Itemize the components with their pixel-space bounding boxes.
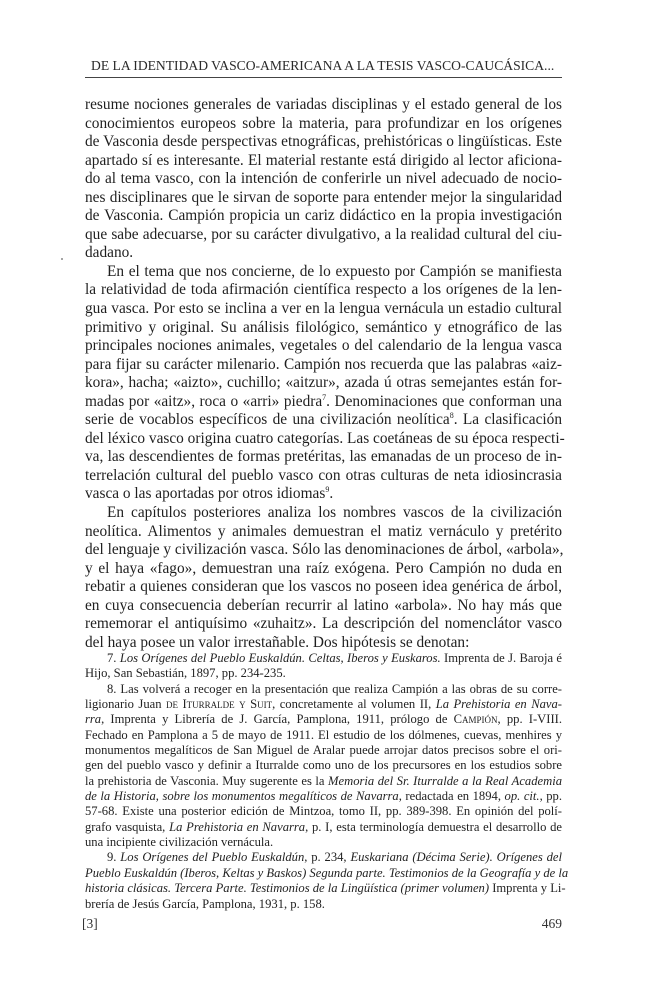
text-line xyxy=(85,865,569,881)
text-segment: , pp. xyxy=(539,789,563,804)
text-line xyxy=(85,712,562,727)
text-line: brería de Jesús García, Pamplona, 1931, p. 158. xyxy=(85,896,325,911)
text-segment: vasca o las aportadas por otros idiomas xyxy=(85,485,326,503)
footnote-ref-8[interactable]: 8 xyxy=(449,411,454,421)
text-line: del haya posee un valor irrestañable. Dos hipótesis se denotan: xyxy=(85,633,470,651)
text-line xyxy=(85,850,562,865)
text-line xyxy=(85,789,562,804)
citation-title: Los Orígenes del Pueblo Euskaldún xyxy=(120,850,305,865)
text-line: del léxico vasco origina cuatro categorías. Las coetáneas de su época respecti- xyxy=(85,429,565,447)
text-line xyxy=(85,393,562,412)
text-line: de Vasconia desde perspectivas etnográficas, prehistóricas o lingüísticas. Este xyxy=(85,133,562,151)
text-line xyxy=(85,411,562,430)
text-segment: Imprenta y Li- xyxy=(489,881,566,896)
text-line: va, las descendientes de formas pretéritas, las emanadas de un proceso de in- xyxy=(85,448,562,466)
text-line: que sabe adecuarse, por su carácter divulgativo, a la realidad cultural del ciu- xyxy=(85,225,562,243)
text-line: conocimientos europeos sobre la materia, para profundizar en los orígenes xyxy=(85,114,562,132)
text-segment: grafo vasquista, xyxy=(85,819,170,834)
text-segment: ligionario Juan xyxy=(85,697,166,712)
text-line: primitivo y original. Su análisis filológico, semántico y etnográfico de las xyxy=(85,318,562,336)
text-line: del lenguaje y civilización vasca. Sólo las denominaciones de árbol, «arbola», xyxy=(85,541,564,559)
text-segment: , redactada en 1894, xyxy=(398,789,505,804)
text-line: En capítulos posteriores analiza los nombres vascos de la civilización xyxy=(107,504,562,522)
text-line: kora», hacha; «aizto», cuchillo; «aitzur», azada ú otras semejantes están for- xyxy=(85,374,562,392)
text-segment: . Denominaciones que conforman una xyxy=(326,392,562,410)
text-segment: la prehistoria de Vasconia. Muy sugerente es la xyxy=(85,773,329,788)
citation-title: historia clásicas. Tercera Parte. Testimonios de la Lingüística (primer volumen) xyxy=(85,881,490,896)
paragraph-2 xyxy=(85,262,565,504)
text-line: de Vasconia. Campión propicia un cariz didáctico en la propia investigación xyxy=(85,207,562,225)
text-line: 8. Las volverá a recoger en la presentación que realiza Campión a las obras de su corre- xyxy=(107,681,562,696)
text-line: neolítica. Alimentos y animales demuestran el matiz vernáculo y pretérito xyxy=(85,522,562,540)
text-segment: , Imprenta y Librería de J. García, Pamplona, 1911, prólogo de xyxy=(101,712,454,727)
citation-title: La Prehistoria en Nava- xyxy=(435,697,562,712)
text-line: Fechado en Pamplona a 5 de mayo de 1911. El estudio de los dólmenes, cuevas, menhires y xyxy=(85,727,562,742)
text-line: para fijar su carácter milenario. Campión nos recuerda que las palabras «aiz- xyxy=(85,355,562,373)
text-line xyxy=(85,774,562,789)
text-line: terrelación cultural del pueblo vasco con otras culturas de neta idiosincrasia xyxy=(85,466,562,484)
footnotes xyxy=(85,651,569,912)
text-segment: , p. I, esta terminología demuestra el desarrollo de xyxy=(305,819,562,834)
text-line: 57-68. Existe una posterior edición de Mintzoa, tomo II, pp. 389-398. En opinión del polí- xyxy=(85,804,562,819)
folio-page-number: 469 xyxy=(541,916,562,931)
author-name: Campión xyxy=(453,712,498,727)
text-line: Hijo, San Sebastián, 1897, pp. 234-235. xyxy=(85,666,286,681)
paragraph-3 xyxy=(85,504,562,652)
text-line: resume nociones generales de variadas disciplinas y el estado general de los xyxy=(85,96,562,113)
footnote-number: 9. xyxy=(107,850,121,865)
footnote-9 xyxy=(85,850,569,911)
text-segment: madas por «aitz», roca o «arri» piedra xyxy=(85,392,323,410)
footnote-ref-7[interactable]: 7 xyxy=(322,392,327,402)
text-line: apartado sí es interesante. El material restante está dirigido al lector aficiona- xyxy=(85,151,562,169)
text-line xyxy=(85,697,562,712)
text-line: rebatir a quienes consideran que los vascos no poseen idea genérica de árbol, xyxy=(85,578,562,596)
footnote-number: 7. xyxy=(107,651,120,665)
footnote-ref-9[interactable]: 9 xyxy=(325,485,330,495)
running-head: DE LA IDENTIDAD VASCO-AMERICANA A LA TESIS VASCO-CAUCÁSICA... xyxy=(85,58,562,78)
text-line: nes disciplinares que le sirvan de soporte para entender mejor la singularidad xyxy=(85,188,562,206)
body-text xyxy=(85,96,565,652)
author-name: de Iturralde y Suit xyxy=(166,697,273,712)
text-line xyxy=(85,485,562,504)
text-line: una incipiente civilización vernácula. xyxy=(85,835,274,850)
text-segment: serie de vocablos específicos de una civilización neolítica xyxy=(85,411,450,429)
text-line xyxy=(85,881,566,896)
text-line: monumentos megalíticos de San Miguel de Aralar puede arrojar datos precisos sobre el ori- xyxy=(85,743,562,758)
text-line xyxy=(85,651,562,666)
text-line: En el tema que nos concierne, de lo expuesto por Campión se manifiesta xyxy=(107,262,562,280)
text-segment: , pp. I-VIII. xyxy=(497,712,562,727)
footnote-8 xyxy=(85,682,562,851)
citation-title: rra xyxy=(85,712,102,727)
paragraph-1 xyxy=(85,96,562,263)
text-line: rememorar el antiquísimo «zuhaitz». La descripción del nomenclátor vasco xyxy=(85,615,562,633)
text-line: en cuya consecuencia deberían recurrir al latino «arbola». No hay más que xyxy=(85,596,562,614)
text-line: principales nociones animales, vegetales o del calendario de la lengua vasca xyxy=(85,337,562,355)
text-line: y el haya «fago», demuestran una raíz exógena. Pero Campión no duda en xyxy=(85,559,562,577)
citation-title: Euskariana (Décima Serie). Orígenes del xyxy=(350,850,563,865)
text-line: do al tema vasco, con la intención de conferirle un nivel adecuado de nocio- xyxy=(85,170,562,188)
text-line xyxy=(85,820,562,835)
text-line: dadano. xyxy=(85,244,134,262)
text-segment: Imprenta de J. Baroja é xyxy=(440,651,563,665)
citation-title: de la Historia, sobre los monumentos megalíticos de Navarra xyxy=(85,789,399,804)
citation-title: Memoria del Sr. Iturralde a la Real Academia xyxy=(328,773,562,788)
text-line: gen del pueblo vasco y definir a Iturralde como uno de los precursores en los estudios sobre xyxy=(85,758,562,773)
text-line: la relatividad de toda afirmación científica respecto a los orígenes de la len- xyxy=(85,281,562,299)
citation-title: Pueblo Euskaldún (Iberos, Keltas y Baskos) Segunda parte. Testimonios de la Geografía y de la xyxy=(85,865,569,880)
text-segment: . La clasificación xyxy=(453,411,563,429)
footnote-7 xyxy=(85,651,562,682)
folio-section-number: [3] xyxy=(82,916,98,931)
citation-abbrev: op. cit. xyxy=(504,789,540,804)
text-segment: , concretamente al volumen II, xyxy=(272,697,436,712)
citation-title: Los Orígenes del Pueblo Euskaldún. Celtas, Iberos y Euskaros. xyxy=(119,651,441,665)
text-segment: . xyxy=(329,485,334,503)
citation-title: La Prehistoria en Navarra xyxy=(169,819,306,834)
text-line: gua vasca. Por esto se inclina a ver en la lengua vernácula un estadio cultural xyxy=(85,300,562,318)
text-segment: , p. 234, xyxy=(304,850,351,865)
scan-speck xyxy=(61,258,63,260)
